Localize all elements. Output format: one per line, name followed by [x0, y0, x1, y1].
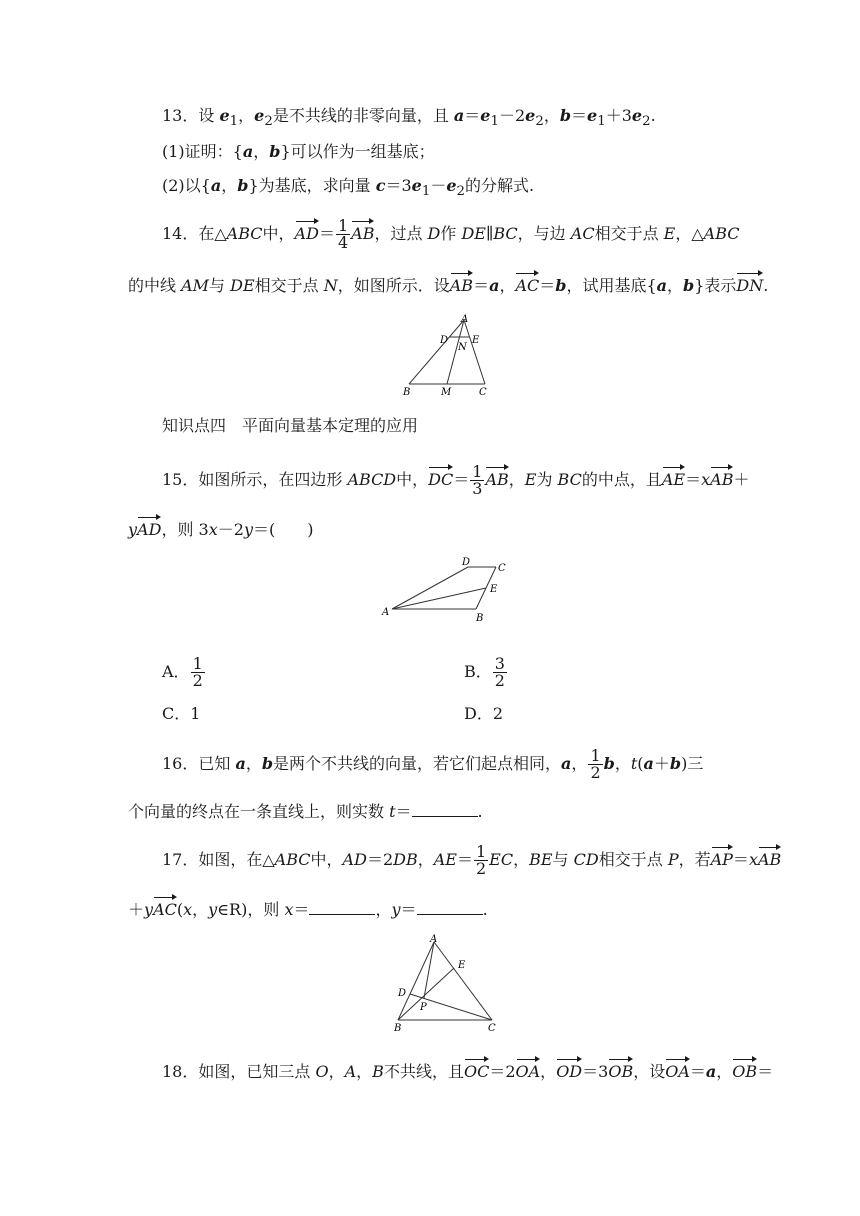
- q16-line1: 16．已知 a，b是两个不共线的向量，若它们起点相同，a， $\frac{1}{2}$ b，t(a＋b)三: [162, 746, 704, 782]
- q14-line2: 的中线 AM与 DE相交于点 N，如图所示．设AB＝a，AC＝b，试用基底{a，b}表示DN.: [128, 276, 769, 295]
- q15-option-d[interactable]: D．2: [464, 704, 504, 723]
- q16-line2: 个向量的终点在一条直线上，则实数 t＝ .: [128, 802, 483, 821]
- svg-text:E: E: [472, 335, 480, 346]
- q14-line1: 14．在△ABC中，AD＝ $\frac{1}{4}$ AB，过点 D作 DE∥BC，与边 AC相交于点 E，△ABC: [162, 216, 740, 252]
- q15-line2: yAD，则 3x－2y＝( ): [128, 520, 314, 539]
- q14-figure: [395, 312, 495, 402]
- svg-text:C: C: [479, 387, 487, 398]
- svg-text:B: B: [476, 613, 484, 624]
- svg-text:E: E: [458, 960, 466, 971]
- q13-part1: (1)证明：{a，b}可以作为一组基底；: [162, 142, 435, 161]
- q15-option-a[interactable]: A． $\frac{1}{2}$: [162, 654, 203, 690]
- svg-text:A: A: [461, 314, 469, 325]
- svg-text:B: B: [403, 387, 411, 398]
- svg-text:N: N: [458, 342, 467, 353]
- q18-line1: 18．如图，已知三点 O，A，B不共线，且OC＝2OA，OD＝3OB，设OA＝a，OB＝: [162, 1062, 774, 1081]
- svg-text:B: B: [394, 1023, 402, 1034]
- q13-stem: 13．设 $e_1$，$e_2$是不共线的非零向量，且 $a=e_1-2e_2$，$b=e_1+3e_2$.: [162, 106, 656, 130]
- q13-part2: (2)以{a，b}为基底，求向量 $c=3e_1-e_2$的分解式.: [162, 176, 535, 200]
- svg-text:C: C: [498, 563, 506, 574]
- section4-title: 知识点四 平面向量基本定理的应用: [162, 416, 419, 435]
- svg-text:A: A: [430, 934, 438, 945]
- q17-figure: [390, 934, 505, 1034]
- svg-text:D: D: [440, 335, 449, 346]
- q15-option-b[interactable]: B． $\frac{3}{2}$: [464, 654, 505, 690]
- q15-option-c[interactable]: C．1: [162, 704, 201, 723]
- q17-line1: 17．如图，在△ABC中，AD＝2DB，AE＝ $\frac{1}{2}$ EC，BE与 CD相交于点 P，若AP＝xAB: [162, 842, 782, 878]
- svg-text:E: E: [490, 584, 498, 595]
- q15-figure: [378, 555, 518, 625]
- svg-text:D: D: [398, 988, 407, 999]
- q15-line1: 15．如图所示，在四边形 ABCD中，DC＝ $\frac{1}{3}$ AB，E为 BC的中点，且AE＝xAB＋: [162, 462, 750, 498]
- svg-text:P: P: [420, 1002, 427, 1013]
- svg-text:A: A: [382, 607, 390, 618]
- svg-text:C: C: [488, 1023, 496, 1034]
- svg-text:M: M: [441, 387, 452, 398]
- svg-text:D: D: [462, 557, 471, 568]
- q17-line2: ＋yAC(x，y∈R)，则 x＝ ，y＝ .: [128, 900, 488, 919]
